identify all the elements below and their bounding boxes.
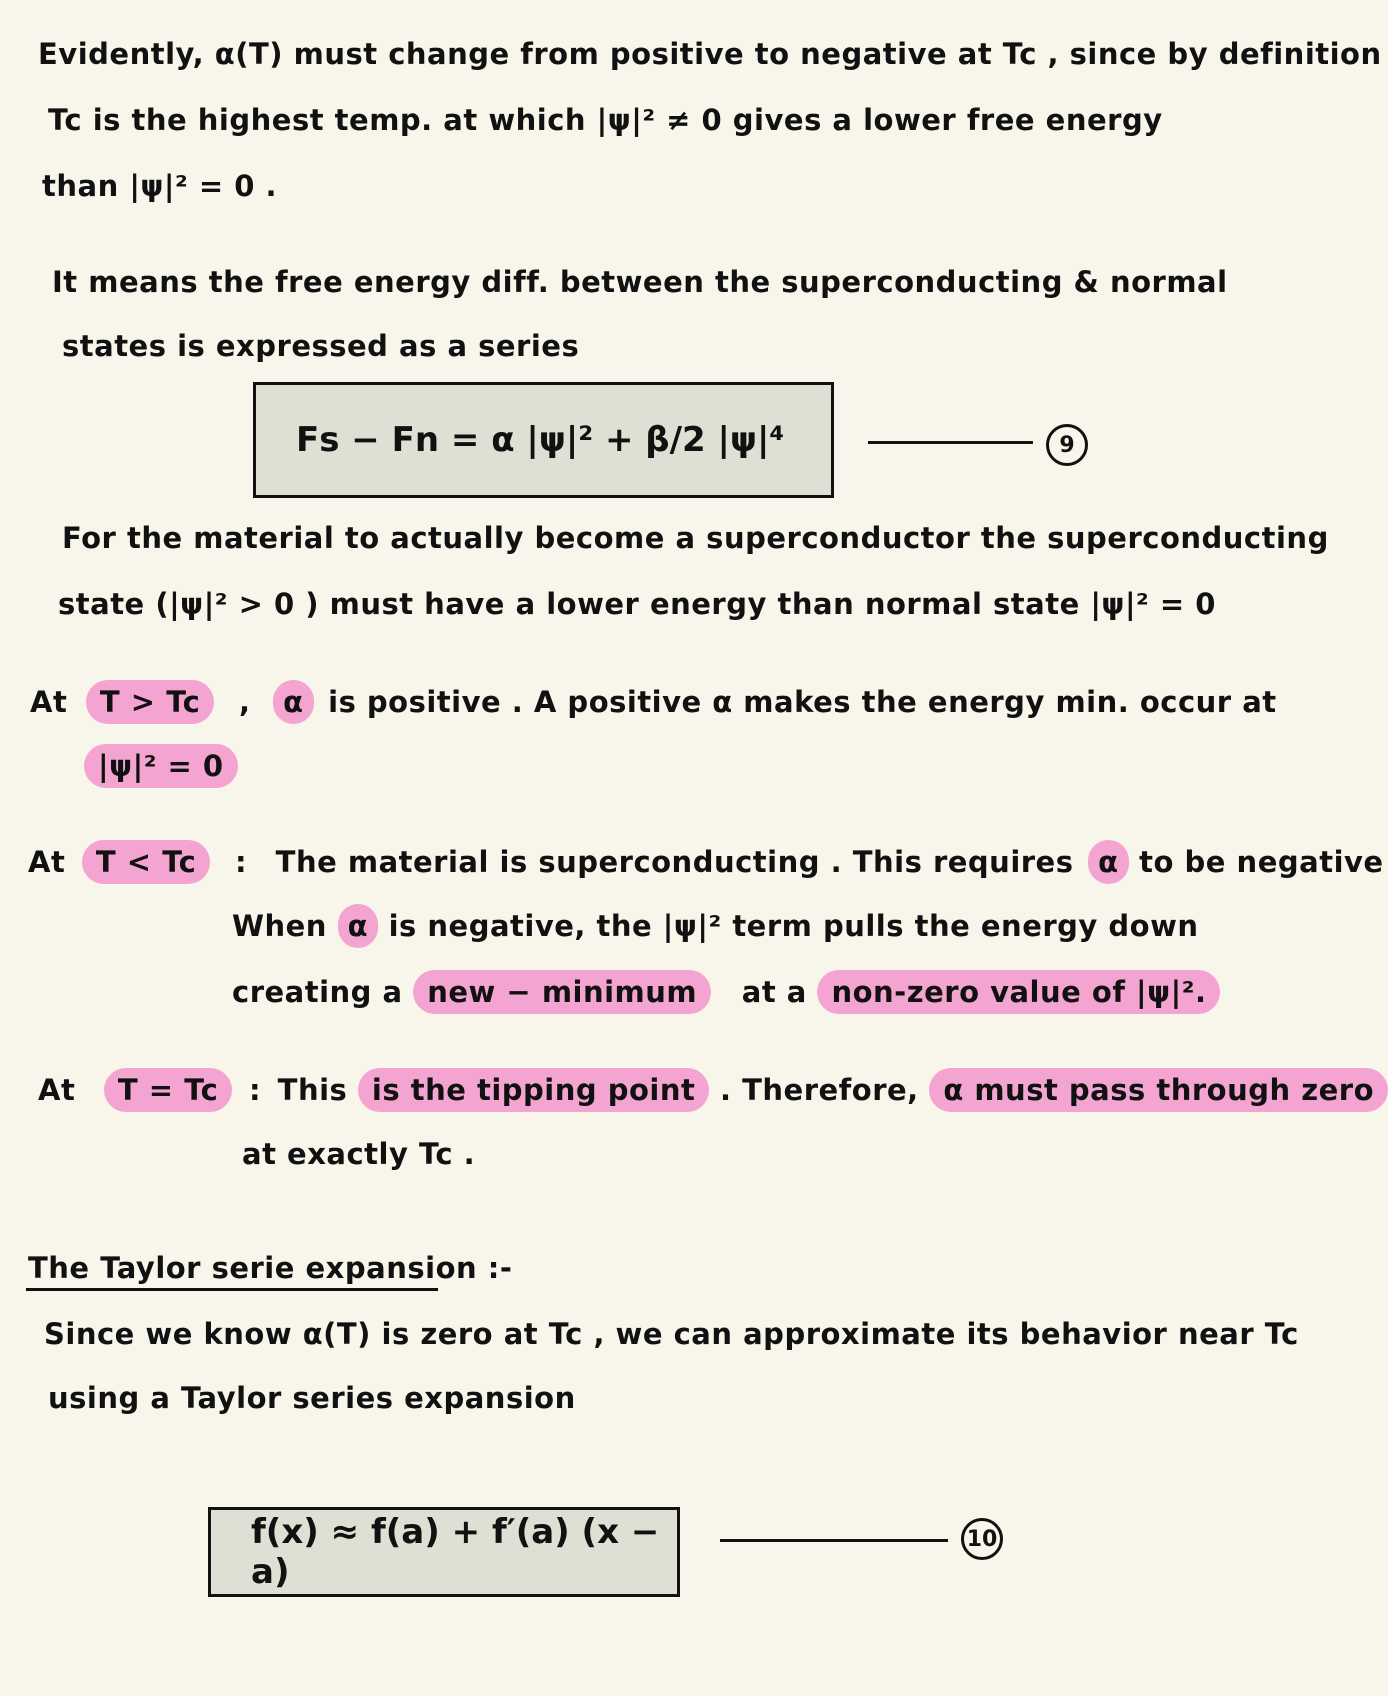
case2-line1 xyxy=(28,840,1384,884)
equation-10-number: 10 xyxy=(961,1518,1003,1560)
equation-10-formula: f(x) ≈ f(a) + f′(a) (x − a) xyxy=(251,1512,660,1592)
case2-text4: is negative, the |ψ|² term pulls the energy down xyxy=(388,909,1199,943)
case1-at: At xyxy=(30,685,68,719)
case2-new-minimum-highlight: new − minimum xyxy=(413,970,711,1014)
equation-9-connector xyxy=(868,441,1033,444)
case3-tipping-highlight: is the tipping point xyxy=(358,1068,709,1112)
equation-9-formula: Fs − Fn = α |ψ|² + β/2 |ψ|⁴ xyxy=(296,420,785,460)
case2-alpha-highlight1: α xyxy=(1088,840,1128,884)
case1-comma: , xyxy=(238,685,251,719)
case3-zero-highlight: α must pass through zero xyxy=(929,1068,1388,1112)
case2-text3: When xyxy=(232,909,327,943)
case2-text6: at a xyxy=(741,975,807,1009)
case3-colon: : xyxy=(248,1073,262,1107)
case3-line1 xyxy=(38,1068,1388,1112)
case2-alpha-highlight2: α xyxy=(338,904,378,948)
case1-line1 xyxy=(30,680,1277,724)
taylor-heading-underline xyxy=(26,1288,438,1291)
para3-line2: state (|ψ|² > 0 ) must have a lower energy than normal state |ψ|² = 0 xyxy=(58,587,1216,621)
case2-text5: creating a xyxy=(232,975,403,1009)
equation-9-box xyxy=(253,382,834,498)
taylor-line2: using a Taylor series expansion xyxy=(48,1381,576,1415)
para1-line1: Evidently, α(T) must change from positive to negative at Tc , since by definition xyxy=(38,37,1382,71)
case2-line3 xyxy=(232,970,1220,1014)
case3-text2: . Therefore, xyxy=(719,1073,919,1107)
equation-10-box xyxy=(208,1507,680,1597)
case2-condition-highlight: T < Tc xyxy=(82,840,210,884)
case1-result-highlight: |ψ|² = 0 xyxy=(84,744,238,788)
case2-line2 xyxy=(232,904,1199,948)
para2-line2: states is expressed as a series xyxy=(62,329,580,363)
equation-10-connector xyxy=(720,1539,948,1542)
taylor-heading: The Taylor serie expansion :- xyxy=(28,1251,513,1285)
taylor-line1: Since we know α(T) is zero at Tc , we can approximate its behavior near Tc xyxy=(44,1317,1299,1351)
case1-text: is positive . A positive α makes the energy min. occur at xyxy=(328,685,1277,719)
para2-line1: It means the free energy diff. between the superconducting & normal xyxy=(52,265,1228,299)
case2-nonzero-highlight: non-zero value of |ψ|². xyxy=(817,970,1220,1014)
para3-line1: For the material to actually become a superconductor the superconducting xyxy=(62,521,1329,555)
case2-text2: to be negative xyxy=(1139,845,1384,879)
equation-9-number: 9 xyxy=(1046,424,1088,466)
case2-at: At xyxy=(28,845,66,879)
case1-line2 xyxy=(84,744,238,788)
para1-line2: Tc is the highest temp. at which |ψ|² ≠ 0 gives a lower free energy xyxy=(48,103,1163,137)
para1-line3: than |ψ|² = 0 . xyxy=(42,169,278,203)
case2-colon: : xyxy=(234,845,248,879)
case3-condition-highlight: T = Tc xyxy=(104,1068,232,1112)
case3-at: At xyxy=(38,1073,76,1107)
case2-text1: The material is superconducting . This requires xyxy=(275,845,1074,879)
case3-line2: at exactly Tc . xyxy=(242,1137,476,1171)
case1-condition-highlight: T > Tc xyxy=(86,680,214,724)
case3-text1: This xyxy=(277,1073,348,1107)
case1-alpha-highlight: α xyxy=(273,680,313,724)
